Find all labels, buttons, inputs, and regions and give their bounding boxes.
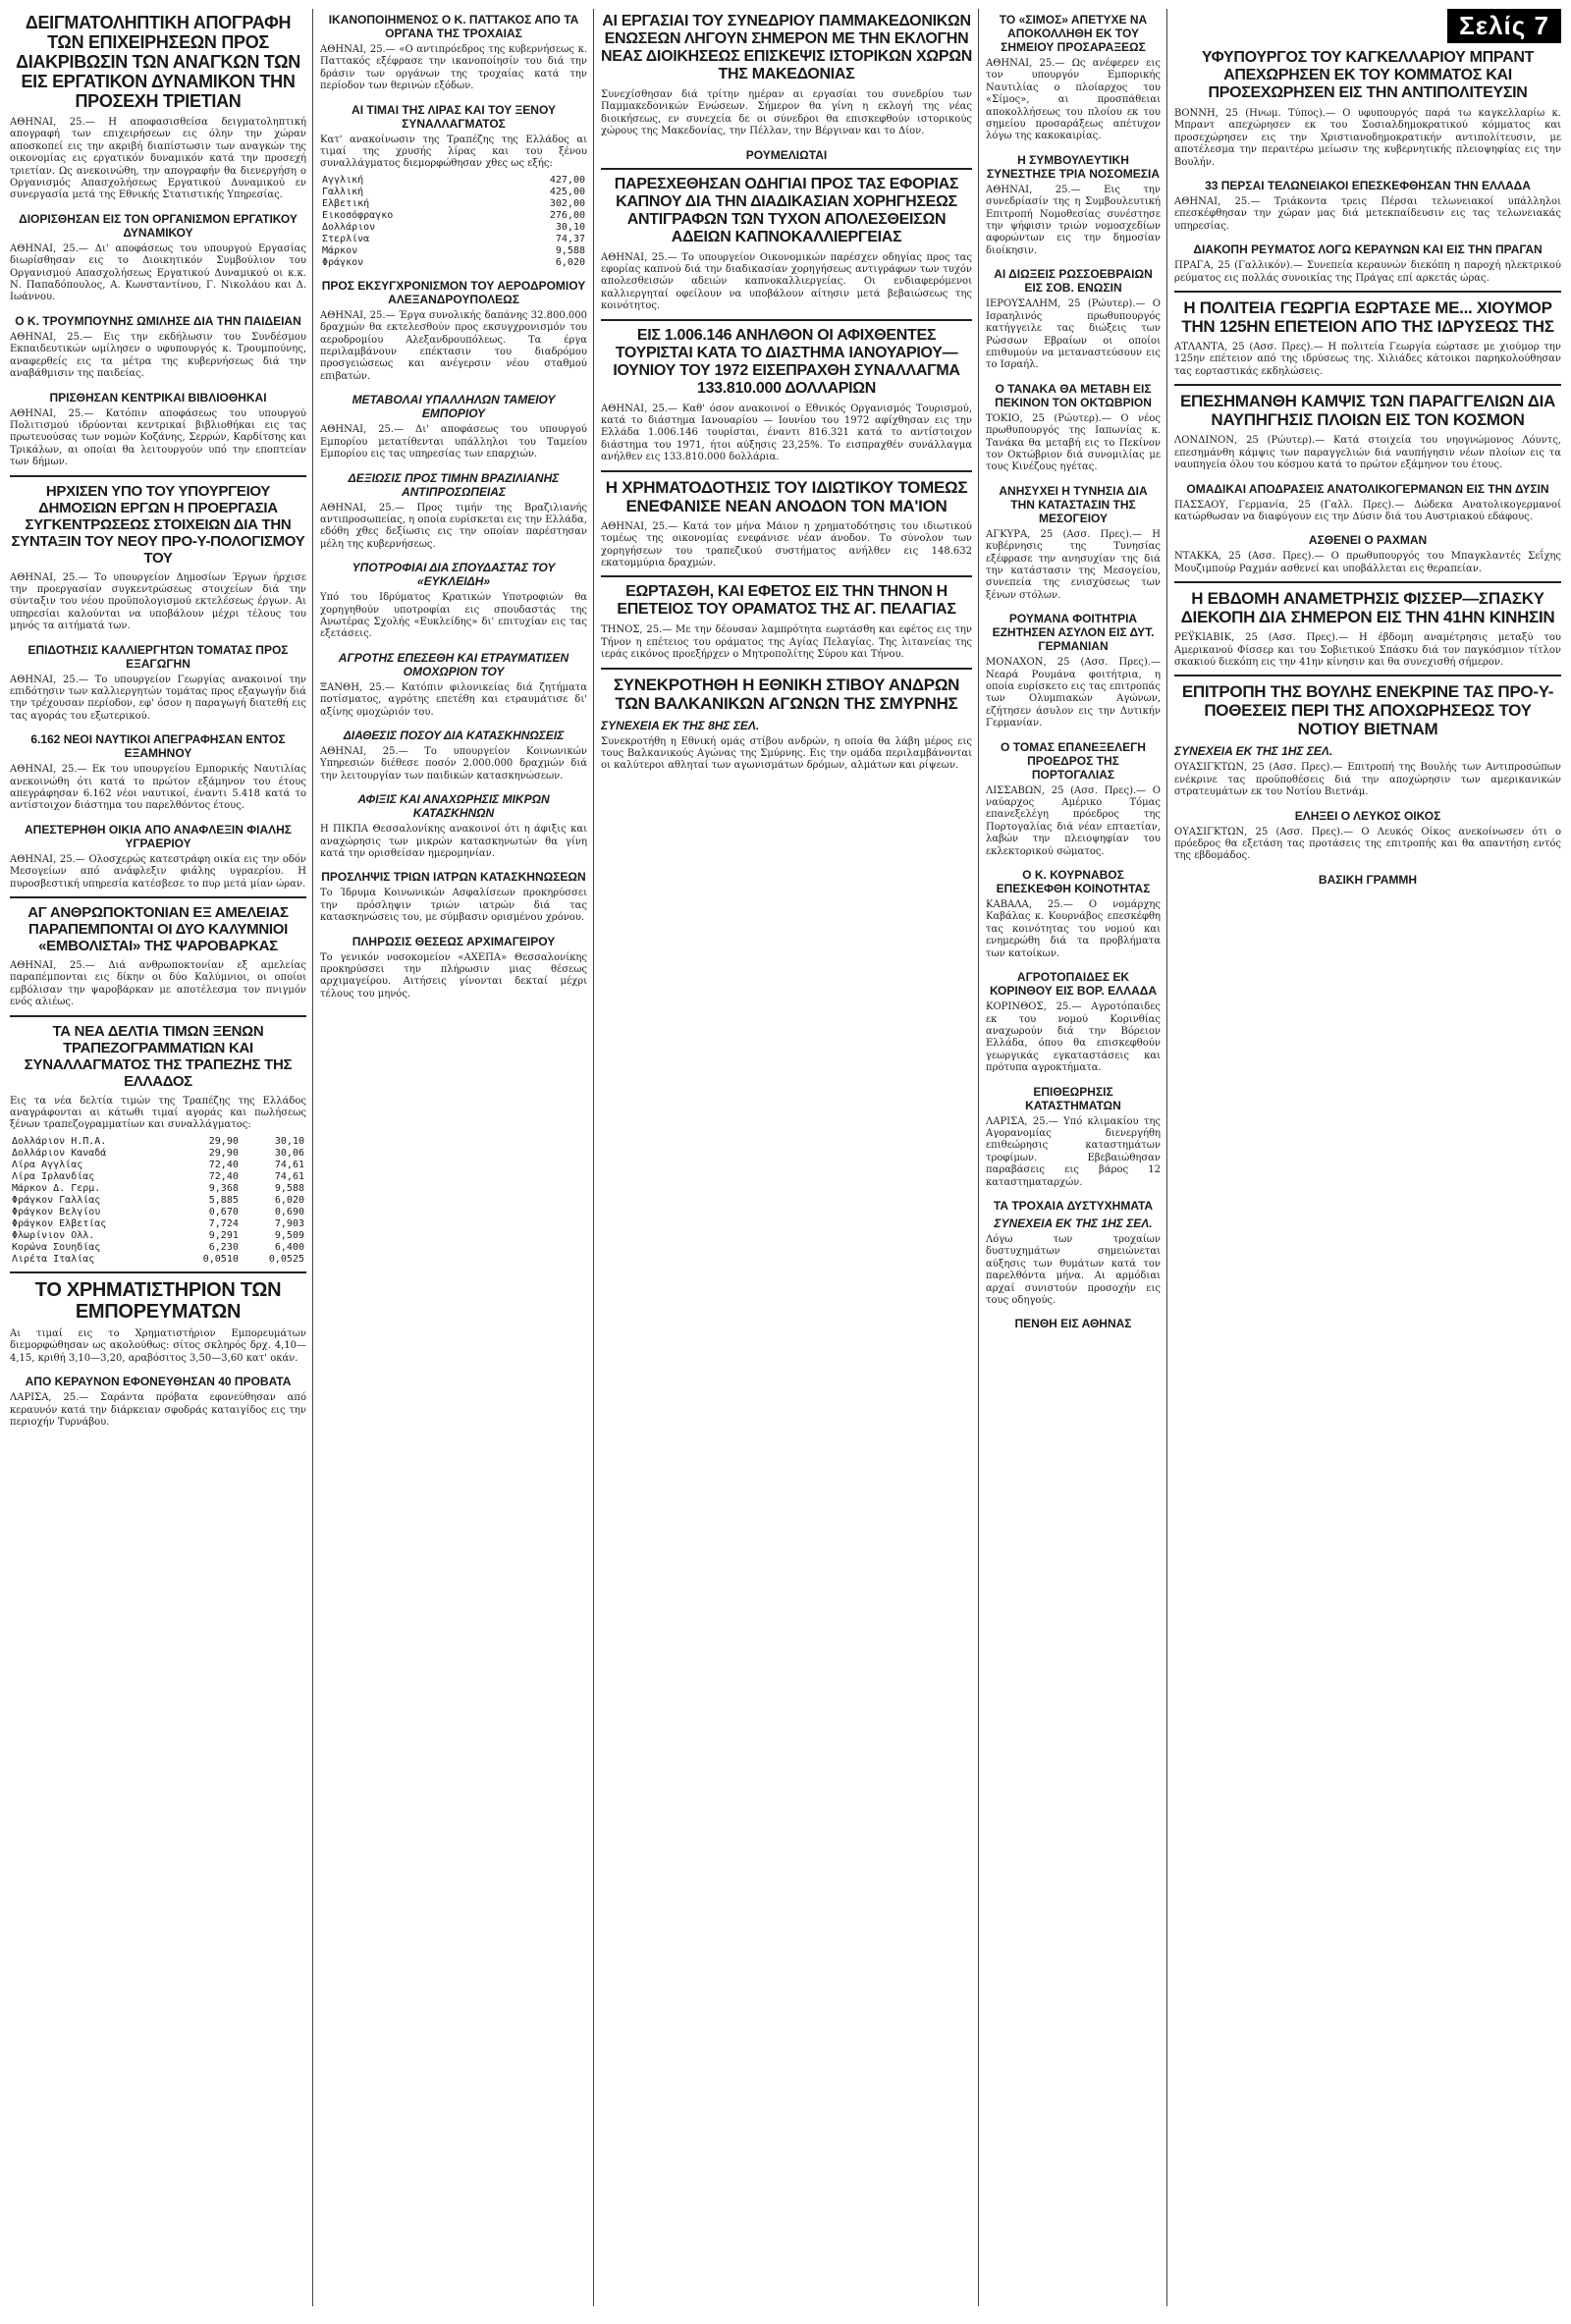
column-rule: [593, 9, 594, 2306]
article-body: ΑΘΗΝΑΙ, 25.— Κατόπιν αποφάσεως του υπουργού Πολιτισμού ιδρύονται κεντρικαί βιβλιοθήκαι εις τας πρωτευούσας των νομών Κοζάνης, Σερρών, Καρδίτσης και Τρικάλων, αι οποίαι θα λειτουργούν υπό την εποπτείαν των δήμων.: [10, 407, 306, 468]
dateline: ΠΕΝΘΗ ΕΙΣ ΑΘΗΝΑΣ: [1014, 1317, 1132, 1331]
divider: [1174, 291, 1561, 293]
article-headline: ΑΙ ΕΡΓΑΣΙΑΙ ΤΟΥ ΣΥΝΕΔΡΙΟΥ ΠΑΜΜΑΚΕΔΟΝΙΚΩΝ ΕΝΩΣΕΩΝ ΛΗΓΟΥΝ ΣΗΜΕΡΟΝ ΜΕ ΤΗΝ ΕΚΛΟΓΗΝ ΝΕΑΣ ΔΙΟΙΚΗΣΕΩΣ ΕΠΙΣΚΕΨΙΣ ΙΣΤΟΡΙΚΩΝ ΧΩΡΩΝ ΤΗΣ ΜΑΚΕΔΟΝΙΑΣ: [601, 13, 972, 82]
article-headline: ΕΛΗΞΕΙ Ο ΛΕΥΚΟΣ ΟΙΚΟΣ: [1294, 808, 1441, 823]
table-cell-value: 6,020: [555, 256, 585, 268]
article-headline: ΠΑΡΕΣΧΕΘΗΣΑΝ ΟΔΗΓΙΑΙ ΠΡΟΣ ΤΑΣ ΕΦΟΡΙΑΣ ΚΑΠΝΟΥ ΔΙΑ ΤΗΝ ΔΙΑΔΙΚΑΣΙΑΝ ΧΟΡΗΓΗΣΕΩΣ ΑΝΤΙΓΡΑΦΩΝ ΤΩΝ ΤΥΧΟΝ ΑΠΟΛΕΣΘΕΙΣΩΝ ΑΔΕΙΩΝ ΚΑΠΝΟΚΑΛΛΙΕΡΓΕΙΑΣ: [614, 175, 959, 245]
table-cell-label: Λίρα Αγγλίας: [12, 1159, 83, 1170]
article-headline: ΑΙ ΔΙΩΞΕΙΣ ΡΩΣΣΟΕΒΡΑΙΩΝ ΕΙΣ ΣΟΒ. ΕΝΩΣΙΝ: [994, 267, 1153, 296]
table-row: [10, 1242, 306, 1254]
divider: [10, 1015, 306, 1017]
divider: [10, 896, 306, 898]
table-cell-label: Στερλίνα: [322, 233, 370, 244]
table-cell-value: 6,020: [274, 1194, 304, 1206]
article-body: ΑΘΗΝΑΙ, 25.— Κατά τον μήνα Μάιον η χρηματοδότησις του ιδιωτικού τομέως της οικονομίας ενεφάνισε νέαν άνοδον. Το σύνολον των χορηγήσεων του τραπεζικού συστήματος ανήλθεν εις 148.632 εκατομμύρια δραχμών.: [601, 520, 972, 568]
divider: [10, 475, 306, 477]
newspaper-page: [10, 9, 1561, 2306]
article-headline: Η ΕΒΔΟΜΗ ΑΝΑΜΕΤΡΗΣΙΣ ΦΙΣΣΕΡ—ΣΠΑΣΚΥ ΔΙΕΚΟΠΗ ΔΙΑ ΣΗΜΕΡΟΝ ΕΙΣ ΤΗΝ 41ΗΝ ΚΙΝΗΣΙΝ: [1180, 589, 1555, 627]
table-cell-value: 74,37: [555, 233, 585, 244]
article-headline: ΟΜΑΔΙΚΑΙ ΑΠΟΔΡΑΣΕΙΣ ΑΝΑΤΟΛΙΚΟΓΕΡΜΑΝΩΝ ΕΙΣ ΤΗΝ ΔΥΣΙΝ: [1186, 481, 1549, 496]
article-body: ΝΤΑΚΚΑ, 25 (Ασσ. Πρες).— Ο πρωθυπουργός του Μπαγκλαντές Σεΐχης Μουζιμπούρ Ραχμάν ασθενεί και υποβάλλεται εις θεραπείαν.: [1174, 551, 1561, 574]
article-headline: ΗΡΧΙΣΕΝ ΥΠΟ ΤΟΥ ΥΠΟΥΡΓΕΙΟΥ ΔΗΜΟΣΙΩΝ ΕΡΓΩΝ Η ΠΡΟΕΡΓΑΣΙΑ ΣΥΓΚΕΝΤΡΩΣΕΩΣ ΣΤΟΙΧΕΙΩΝ ΔΙΑ ΤΗΝ ΣΥΝΤΑΞΙΝ ΤΟΥ ΝΕΟΥ ΠΡΟ-Υ-ΠΟΛΟΓΙΣΜΟΥ ΤΟΥ: [11, 482, 305, 567]
masthead: [1174, 9, 1561, 43]
article-headline: ΤΟ ΧΡΗΜΑΤΙΣΤΗΡΙΟΝ ΤΩΝ ΕΜΠΟΡΕΥΜΑΤΩΝ: [34, 1278, 282, 1323]
article-headline: ΑΝΗΣΥΧΕΙ Η ΤΥΝΗΣΙΑ ΔΙΑ ΤΗΝ ΚΑΤΑΣΤΑΣΙΝ ΤΗΣ ΜΕΣΟΓΕΙΟΥ: [999, 483, 1148, 525]
table-cell-value: 9,588: [555, 244, 585, 256]
article-body: ΑΘΗΝΑΙ, 25.— Τριάκοντα τρεις Πέρσαι τελωνειακοί υπάλληλοι επεσκέφθησαν την χώραν μας διά μετεκπαίδευσιν εις τας τελωνειακάς υπηρεσίας.: [1174, 196, 1561, 232]
table-cell-value: 74,61: [274, 1170, 304, 1182]
article-body: Υπό του Ιδρύματος Κρατικών Υποτροφιών θα χορηγηθούν υποτροφίαι εις σπουδαστάς της Ανωτέρας Σχολής «Ευκλείδης» δι' επιτυχίαν εις τας εξετάσεις.: [320, 592, 587, 640]
article-headline: ΕΠΕΣΗΜΑΝΘΗ ΚΑΜΨΙΣ ΤΩΝ ΠΑΡΑΓΓΕΛΙΩΝ ΔΙΑ ΝΑΥΠΗΓΗΣΙΣ ΠΛΟΙΩΝ ΕΙΣ ΤΟΝ ΚΟΣΜΟΝ: [1179, 392, 1556, 430]
article-body: ΛΙΣΣΑΒΩΝ, 25 (Ασσ. Πρες).— Ο ναύαρχος Αμέρικο Τόμας επανεξελέγη πρόεδρος της Πορτογαλίας διά νέαν επταετίαν, λαβών την πλειοψηφίαν του εκλεκτορικού σώματος.: [986, 784, 1161, 857]
dateline: ΡΟΥΜΕΛΙΩΤΑΙ: [745, 147, 828, 162]
continued-label: ΣΥΝΕΧΕΙΑ ΕΚ ΤΗΣ 8ΗΣ ΣΕΛ.: [601, 718, 760, 732]
table-row: [10, 1160, 306, 1171]
table-cell-value: 0,690: [274, 1206, 304, 1217]
article-body: ΑΘΗΝΑΙ, 25.— Το υπουργείον Κοινωνικών Υπηρεσιών διέθεσε ποσόν 2.000.000 δραχμών διά την λειτουργίαν των παιδικών κατασκηνώσεων.: [320, 745, 587, 782]
table-cell-value: 0,0525: [268, 1253, 304, 1265]
article-body: ΞΑΝΘΗ, 25.— Κατόπιν φιλονικείας διά ζητήματα ποτίσματος, αγρότης επετέθη και ετραυμάτισε δι' αξίνης ομοχώριόν του.: [320, 681, 587, 718]
article-headline: ΠΡΟΣΛΗΨΙΣ ΤΡΙΩΝ ΙΑΤΡΩΝ ΚΑΤΑΣΚΗΝΩΣΕΩΝ: [321, 870, 586, 885]
table-cell-value: 425,00: [549, 186, 585, 197]
table-cell-value: 30,10: [274, 1135, 304, 1147]
table-cell-value: 427,00: [549, 174, 585, 186]
table-cell-value: 30,10: [555, 221, 585, 233]
article-headline: Η ΣΥΜΒΟΥΛΕΥΤΙΚΗ ΣΥΝΕΣΤΗΣΕ ΤΡΙΑ ΝΟΣΟΜΕΣΙΑ: [986, 152, 1160, 181]
table-cell-value: 74,61: [274, 1159, 304, 1170]
column-4: [986, 9, 1161, 2306]
table-row: [320, 175, 587, 187]
article-headline: ΣΥΝΕΚΡΟΤΗΘΗ Η ΕΘΝΙΚΗ ΣΤΙΒΟΥ ΑΝΔΡΩΝ ΤΩΝ ΒΑΛΚΑΝΙΚΩΝ ΑΓΩΝΩΝ ΤΗΣ ΣΜΥΡΝΗΣ: [613, 675, 960, 713]
table-cell-label: Μάρκον Δ. Γερμ.: [12, 1182, 101, 1194]
article-body: ΑΘΗΝΑΙ, 25.— «Ο αντιπρόεδρος της κυβερνήσεως κ. Παττακός εξέφρασε την ικανοποίησίν του διά την δράσιν των οργάνων της τροχαίας κατά την περίοδον των θερινών εξόδων.: [320, 44, 587, 92]
table-row: [10, 1230, 306, 1242]
lead-headline: ΔΕΙΓΜΑΤΟΛΗΠΤΙΚΗ ΑΠΟΓΡΑΦΗ ΤΩΝ ΕΠΙΧΕΙΡΗΣΕΩΝ ΠΡΟΣ ΔΙΑΚΡΙΒΩΣΙΝ ΤΩΝ ΑΝΑΓΚΩΝ ΤΩΝ ΕΙΣ ΕΡΓΑΤΙΚΟΝ ΔΥΝΑΜΙΚΟΝ ΤΗΝ ΠΡΟΣΕΧΗ ΤΡΙΕΤΙΑΝ: [16, 13, 300, 111]
article-headline: ΠΛΗΡΩΣΙΣ ΘΕΣΕΩΣ ΑΡΧΙΜΑΓΕΙΡΟΥ: [352, 934, 556, 948]
table-row: [10, 1207, 306, 1218]
table-cell-value: 9,368: [208, 1182, 239, 1194]
article-headline: ΑΣΘΕΝΕΙ Ο ΡΑΧΜΑΝ: [1308, 533, 1428, 548]
table-row: [10, 1195, 306, 1207]
table-cell-value: 7,724: [208, 1217, 239, 1229]
article-body: ΑΘΗΝΑΙ, 25.— Το υπουργείον Οικονομικών παρέσχεν οδηγίας προς τας εφορίας καπνού διά την διαδικασίαν χορηγήσεως αντιγράφων των τυχόν απολεσθεισών αδειών καπνοκαλλιεργείας. Οι ενδιαφερόμενοι καλλιεργηταί οφείλουν να υποβάλουν αίτησιν μετά βεβαιώσεως της κοινότητος.: [601, 251, 972, 312]
article-body: ΒΟΝΝΗ, 25 (Ηνωμ. Τύπος).— Ο υφυπουργός παρά τω καγκελλαρίω κ. Μπραντ απεχώρησεν εκ του Σοσιαλδημοκρατικού κόμματος και προσεχώρησεν εις την Χριστιανοδημοκρατικήν αντιπολίτευσιν, με αποτέλεσμα την περαιτέρω μείωσιν της κυβερνητικής πλειοψηφίας εις την Βουλήν.: [1174, 108, 1561, 168]
divider: [601, 668, 972, 670]
table-cell-value: 0,670: [208, 1206, 239, 1217]
table-row: [10, 1148, 306, 1160]
divider: [1174, 384, 1561, 386]
divider: [10, 1271, 306, 1273]
table-row: [320, 245, 587, 257]
article-body: ΑΘΗΝΑΙ, 25.— Δι' αποφάσεως του υπουργού Εργασίας διωρίσθησαν εις το Διοικητικόν Συμβούλιον του Οργανισμού Απασχολήσεως Εργατικού Δυναμικού οι κ.κ. Ν. Παπαδόπουλος, Α. Κωνσταντίνου, Γ. Νικολάου και Δ. Ιωάννου.: [10, 243, 306, 303]
article-headline: ΤΑ ΝΕΑ ΔΕΛΤΙΑ ΤΙΜΩΝ ΞΕΝΩΝ ΤΡΑΠΕΖΟΓΡΑΜΜΑΤΙΩΝ ΚΑΙ ΣΥΝΑΛΛΑΓΜΑΤΟΣ ΤΗΣ ΤΡΑΠΕΖΗΣ ΤΗΣ ΕΛΛΑΔΟΣ: [24, 1022, 293, 1090]
table-row: [10, 1136, 306, 1148]
article-body: ΑΘΗΝΑΙ, 25.— Η αποφασισθείσα δειγματοληπτική απογραφή των επιχειρήσεων εις όλην την χώραν αποσκοπεί εις την ακριβή διαπίστωσιν των αναγκών της οικονομίας εις εργατικόν δυναμικόν κατά την προσεχή τριετίαν. Ως ανεκοινώθη, την απογραφήν θα διενεργήση ο Οργανισμός Απασχολήσεως Εργατικού Δυναμικού εν συνεργασία μετά της Εθνικής Στατιστικής Υπηρεσίας.: [10, 117, 306, 201]
article-body: Η ΠΙΚΠΑ Θεσσαλονίκης ανακοινοί ότι η άφιξις και αναχώρησις των μικρών κατασκηνωτών θα γίνη κατά την ορισθείσαν ημερομηνίαν.: [320, 824, 587, 859]
column-5: [1174, 9, 1561, 2306]
article-headline: ΒΑΣΙΚΗ ΓΡΑΜΜΗ: [1318, 872, 1418, 887]
article-headline: ΕΠΙΤΡΟΠΗ ΤΗΣ ΒΟΥΛΗΣ ΕΝΕΚΡΙΝΕ ΤΑΣ ΠΡΟ-Υ-ΠΟΘΕΣΕΙΣ ΠΕΡΙ ΤΗΣ ΑΠΟΧΩΡΗΣΕΩΣ ΤΟΥ ΝΟΤΙΟΥ ΒΙΕΤΝΑΜ: [1181, 682, 1554, 739]
article-body: ΑΘΗΝΑΙ, 25.— Προς τιμήν της Βραζιλιανής αντιπροσωπείας, η οποία ευρίσκεται εις την Ελλάδα, εδόθη χθες δεξίωσις εις την οποίαν παρέστησαν μέλη της κυβερνήσεως.: [320, 502, 587, 550]
table-cell-label: Φράγκον Ελβετίας: [12, 1217, 107, 1229]
article-body: ΑΘΗΝΑΙ, 25.— Έργα συνολικής δαπάνης 32.800.000 δραχμών θα εκτελεσθούν προς εκσυγχρονισμόν του αεροδρομίου Αλεξανδρουπόλεως. Τα έργα περιλαμβάνουν επέκτασιν του διαδρόμου προσγειώσεως και ανέγερσιν νέου σταθμού επιβατών.: [320, 309, 587, 382]
article-body: ΑΘΗΝΑΙ, 25.— Καθ' όσον ανακοινοί ο Εθνικός Οργανισμός Τουρισμού, κατά το διάστημα Ιανουαρίου — Ιουνίου του 1972 αφίχθησαν εις την Ελλάδα 1.006.146 τουρίσται, έναντι 816.321 κατά το αντίστοιχον διάστημα του 1971, ήτοι αύξησις 23,25%. Το εισπραχθέν συνάλλαγμα ανήλθεν εις 133.810.000 δολλάρια.: [601, 403, 972, 463]
table-cell-label: Λίρα Ιρλανδίας: [12, 1170, 95, 1182]
table-cell-label: Ελβετική: [322, 197, 370, 209]
table-row: [320, 187, 587, 198]
article-body: ΟΥΑΣΙΓΚΤΩΝ, 25 (Ασσ. Πρες).— Ο Λευκός Οίκος ανεκοίνωσεν ότι ο πρόεδρος θα εξετάση τας προτάσεις της επιτροπής και θα απαντήση εντός της εβδομάδος.: [1174, 826, 1561, 862]
table-row: [320, 234, 587, 245]
divider: [1174, 675, 1561, 676]
divider: [601, 319, 972, 321]
article-body: Εις τα νέα δελτία τιμών της Τραπέζης της Ελλάδος αναγράφονται αι κάτωθι τιμαί αγοράς και πωλήσεως ξένων τραπεζογραμματίων και συναλλάγματος:: [10, 1095, 306, 1131]
column-3: [601, 9, 972, 2306]
table-cell-value: 302,00: [549, 197, 585, 209]
table-cell-label: Γαλλική: [322, 186, 364, 197]
column-rule: [312, 9, 313, 2306]
article-body: ΑΘΗΝΑΙ, 25.— Εκ του υπουργείου Εμπορικής Ναυτιλίας ανεκοινώθη ότι κατά το πρώτον εξάμηνον του έτους απεγράφησαν 6.162 νέοι ναυτικοί, έναντι 5.418 κατά το αντίστοιχον διάστημα του παρελθόντος έτους.: [10, 764, 306, 812]
table-cell-value: 9,588: [274, 1182, 304, 1194]
article-headline: ΑΠΟ ΚΕΡΑΥΝΟΝ ΕΦΟΝΕΥΘΗΣΑΝ 40 ΠΡΟΒΑΤΑ: [25, 1375, 292, 1389]
article-headline: ΥΦΥΠΟΥΡΓΟΣ ΤΟΥ ΚΑΓΚΕΛΛΑΡΙΟΥ ΜΠΡΑΝΤ ΑΠΕΧΩΡΗΣΕΝ ΕΚ ΤΟΥ ΚΟΜΜΑΤΟΣ ΚΑΙ ΠΡΟΣΕΧΩΡΗΣΕΝ ΕΙΣ ΤΗΝ ΑΝΤΙΠΟΛΙΤΕΥΣΙΝ: [1201, 49, 1535, 101]
article-headline: ΜΕΤΑΒΟΛΑΙ ΥΠΑΛΛΗΛΩΝ ΤΑΜΕΙΟΥ ΕΜΠΟΡΙΟΥ: [352, 393, 556, 421]
article-headline: ΑΓ ΑΝΘΡΩΠΟΚΤΟΝΙΑΝ ΕΞ ΑΜΕΛΕΙΑΣ ΠΑΡΑΠΕΜΠΟΝΤΑΙ ΟΙ ΔΥΟ ΚΑΛΥΜΝΙΟΙ «ΕΜΒΟΛΙΣΤΑΙ» ΤΗΣ ΨΑΡΟΒΑΡΚΑΣ: [27, 904, 289, 955]
table-cell-label: Φράγκον Γαλλίας: [12, 1194, 101, 1206]
table-row: [320, 210, 587, 222]
article-body: Το Ίδρυμα Κοινωνικών Ασφαλίσεων προκηρύσσει την πρόσληψιν τριών ιατρών διά τας κατασκηνώσεις του, με σύμβασιν ορισμένου χρόνου.: [320, 888, 587, 924]
table-cell-label: Δολλάριον Η.Π.Α.: [12, 1135, 107, 1147]
article-headline: ΑΙ ΤΙΜΑΙ ΤΗΣ ΛΙΡΑΣ ΚΑΙ ΤΟΥ ΞΕΝΟΥ ΣΥΝΑΛΛΑΓΜΑΤΟΣ: [352, 102, 556, 131]
article-body: ΚΑΒΑΛΑ, 25.— Ο νομάρχης Καβάλας κ. Κουρνάβος επεσκέφθη τας κοινότητας του νομού και ενημερώθη διά τα προβλήματα των κατοίκων.: [986, 899, 1161, 959]
table-row: [320, 222, 587, 234]
table-cell-value: 276,00: [549, 209, 585, 221]
article-headline: Ο ΤΟΜΑΣ ΕΠΑΝΕΞΕΛΕΓΗ ΠΡΟΕΔΡΟΣ ΤΗΣ ΠΟΡΤΟΓΑΛΙΑΣ: [1001, 739, 1146, 782]
table-cell-value: 5,885: [208, 1194, 239, 1206]
article-headline: ΠΡΙΣΘΗΣΑΝ ΚΕΝΤΡΙΚΑΙ ΒΙΒΛΙΟΘΗΚΑΙ: [49, 390, 267, 405]
article-body: ΚΟΡΙΝΘΟΣ, 25.— Αγροτόπαιδες εκ του νομού Κορινθίας αναχωρούν διά την Βόρειον Ελλάδα, όπου θα επισκεφθούν γεωργικάς εγκαταστάσεις και πρότυπα αγροκτήματα.: [986, 1001, 1161, 1074]
article-body: ΑΘΗΝΑΙ, 25.— Το υπουργείον Γεωργίας ανακοινοί την επιδότησιν των καλλιεργητών τομάτας προς εξαγωγήν διά την τρέχουσαν περίοδον, εφ' όσον η παραγωγή διατεθή εις τας αγοράς του εξωτερικού.: [10, 674, 306, 722]
divider: [601, 470, 972, 472]
column-rule: [1166, 9, 1167, 2306]
article-body: ΛΑΡΙΣΑ, 25.— Σαράντα πρόβατα εφονεύθησαν από κεραυνόν κατά την διάρκειαν σφοδράς καταιγίδος εις την περιοχήν Τυρνάβου.: [10, 1392, 306, 1428]
column-2: [320, 9, 587, 2306]
table-row: [320, 198, 587, 210]
article-body: Κατ' ανακοίνωσιν της Τραπέζης της Ελλάδος αι τιμαί της χρυσής λίρας και του ξένου συναλλάγματος διεμορφώθησαν χθες ως εξής:: [320, 134, 587, 170]
article-headline: ΕΙΣ 1.006.146 ΑΝΗΛΘΟΝ ΟΙ ΑΦΙΧΘΕΝΤΕΣ ΤΟΥΡΙΣΤΑΙ ΚΑΤΑ ΤΟ ΔΙΑΣΤΗΜΑ ΙΑΝΟΥΑΡΙΟΥ—ΙΟΥΝΙΟΥ ΤΟΥ 1972 ΕΙΣΕΠΡΑΧΘΗ ΣΥΝΑΛΛΑΓΜΑ 133.810.000 ΔΟΛΛΑΡΙΩΝ: [613, 326, 960, 397]
article-body: ΠΑΣΣΑΟΥ, Γερμανία, 25 (Γαλλ. Πρες).— Δώδεκα Ανατολικογερμανοί κατώρθωσαν να διαφύγουν εις την Δύσιν διά του Αυστριακού εδάφους.: [1174, 499, 1561, 522]
article-headline: ΔΕΞΙΩΣΙΣ ΠΡΟΣ ΤΙΜΗΝ ΒΡΑΖΙΛΙΑΝΗΣ ΑΝΤΙΠΡΟΣΩΠΕΙΑΣ: [348, 470, 560, 499]
article-headline: ΥΠΟΤΡΟΦΙΑΙ ΔΙΑ ΣΠΟΥΔΑΣΤΑΣ ΤΟΥ «ΕΥΚΛΕΙΔΗ»: [352, 561, 556, 589]
table-cell-value: 9,291: [208, 1229, 239, 1241]
article-body: ΑΤΛΑΝΤΑ, 25 (Ασσ. Πρες).— Η πολιτεία Γεωργία εώρτασε με χιούμορ την 125ην επέτειον από της ιδρύσεως της. Χιλιάδες κάτοικοι παρηκολούθησαν τας εορταστικάς εκδηλώσεις.: [1174, 342, 1561, 377]
article-headline: ΕΠΙΘΕΩΡΗΣΙΣ ΚΑΤΑΣΤΗΜΑΤΩΝ: [1025, 1084, 1121, 1112]
table-cell-value: 6,400: [274, 1241, 304, 1253]
table-cell-label: Εικοσόφραγκο: [322, 209, 394, 221]
article-body: Αι τιμαί εις το Χρηματιστήριον Εμπορευμάτων διεμορφώθησαν ως ακολούθως: σίτος σκληρός δρχ. 4,10—4,15, κριθή 3,10—3,20, αραβόσιτος 3,50—3,60 κατ' οκάν.: [10, 1327, 306, 1364]
continued-label: ΣΥΝΕΧΕΙΑ ΕΚ ΤΗΣ 1ΗΣ ΣΕΛ.: [1174, 744, 1333, 759]
article-body: ΑΓΚΥΡΑ, 25 (Ασσ. Πρες).— Η κυβέρνησις της Τυνησίας εξέφρασε την ανησυχίαν της διά την κατάστασιν της Μεσογείου, συνεπεία της ενισχύσεως των ξένων στόλων.: [986, 528, 1161, 601]
article-headline: ΑΓΡΟΤΟΠΑΙΔΕΣ ΕΚ ΚΟΡΙΝΘΟΥ ΕΙΣ ΒΟΡ. ΕΛΛΑΔΑ: [989, 970, 1158, 999]
article-body: ΜΟΝΑΧΟΝ, 25 (Ασσ. Πρες).— Νεαρά Ρουμάνα φοιτήτρια, η οποία ευρίσκετο εις τας επιτροπάς των Ολυμπιακών Αγώνων, εζήτησεν άσυλον εις την Δυτικήν Γερμανίαν.: [986, 657, 1161, 730]
table-cell-value: 0,0510: [202, 1253, 239, 1265]
article-headline: ΙΚΑΝΟΠΟΙΗΜΕΝΟΣ Ο Κ. ΠΑΤΤΑΚΟΣ ΑΠΟ ΤΑ ΟΡΓΑΝΑ ΤΗΣ ΤΡΟΧΑΙΑΣ: [328, 13, 579, 40]
table-cell-label: Κορώνα Σουηδίας: [12, 1241, 101, 1253]
table-cell-label: Δολλάριον Καναδά: [12, 1147, 107, 1159]
article-headline: ΔΙΑΘΕΣΙΣ ΠΟΣΟΥ ΔΙΑ ΚΑΤΑΣΚΗΝΩΣΕΙΣ: [343, 728, 565, 742]
table-cell-value: 29,90: [208, 1147, 239, 1159]
article-headline: Η ΧΡΗΜΑΤΟΔΟΤΗΣΙΣ ΤΟΥ ΙΔΙΩΤΙΚΟΥ ΤΟΜΕΩΣ ΕΝΕΦΑΝΙΣΕ ΝΕΑΝ ΑΝΟΔΟΝ ΤΟΝ ΜΑ'ΙΟΝ: [605, 477, 968, 515]
gold-price-table: [320, 175, 587, 269]
article-body: Συνεκροτήθη η Εθνική ομάς στίβου ανδρών, η οποία θα λάβη μέρος εις τους Βαλκανικούς Αγώνας της Σμύρνης. Εις την ομάδα περιλαμβάνονται οι καλύτεροι αθληταί των αγωνισμάτων δρόμων, αλμάτων και ρίψεων.: [601, 735, 972, 772]
article-headline: ΑΓΡΟΤΗΣ ΕΠΕΣΕΘΗ ΚΑΙ ΕΤΡΑΥΜΑΤΙΣΕΝ ΟΜΟΧΩΡΙΟΝ ΤΟΥ: [338, 650, 569, 678]
continued-label: ΣΥΝΕΧΕΙΑ ΕΚ ΤΗΣ 1ΗΣ ΣΕΛ.: [994, 1216, 1153, 1230]
article-body: ΡΕΫΚΙΑΒΙΚ, 25 (Ασσ. Πρες).— Η έβδομη αναμέτρησις μεταξύ του Αμερικανού Φίσσερ και του Σοβιετικού Σπάσκυ διά τον παγκόσμιον τίτλον σκακιού διεκόπη εις την 41ην κίνησιν και θα συνεχισθή σήμερον.: [1174, 632, 1561, 668]
table-cell-label: Φλωρίνιον Ολλ.: [12, 1229, 95, 1241]
table-cell-label: Δολλάριον: [322, 221, 376, 233]
table-cell-value: 6,230: [208, 1241, 239, 1253]
table-cell-value: 72,40: [208, 1170, 239, 1182]
article-headline: ΔΙΑΚΟΠΗ ΡΕΥΜΑΤΟΣ ΛΟΓΩ ΚΕΡΑΥΝΩΝ ΚΑΙ ΕΙΣ ΤΗΝ ΠΡΑΓΑΝ: [1193, 243, 1543, 257]
divider: [601, 575, 972, 577]
article-headline: Ο Κ. ΤΡΟΥΜΠΟΥΝΗΣ ΩΜΙΛΗΣΕ ΔΙΑ ΤΗΝ ΠΑΙΔΕΙΑΝ: [15, 313, 301, 328]
table-cell-value: 72,40: [208, 1159, 239, 1170]
article-headline: ΤΑ ΤΡΟΧΑΙΑ ΔΥΣΤΥΧΗΜΑΤΑ: [993, 1198, 1154, 1213]
article-headline: ΡΟΥΜΑΝΑ ΦΟΙΤΗΤΡΙΑ ΕΖΗΤΗΣΕΝ ΑΣΥΛΟΝ ΕΙΣ ΔΥΤ. ΓΕΡΜΑΝΙΑΝ: [992, 612, 1155, 654]
table-row: [10, 1171, 306, 1183]
article-body: ΑΘΗΝΑΙ, 25.— Εις την εκδήλωσιν του Συνδέσμου Εκπαιδευτικών ωμίλησεν ο υφυπουργός κ. Τρουμπούνης, αναφερθείς εις τα μέτρα της κυβερνήσεως διά την αναβάθμισιν της παιδείας.: [10, 331, 306, 380]
article-body: ΑΘΗΝΑΙ, 25.— Ως ανέφερεν εις τον υπουργόν Εμπορικής Ναυτιλίας ο πλοίαρχος του «Σίμος», αι προσπάθειαι αποκολλήσεως του πλοίου εκ του σημείου προσαράξεως απέτυχον λόγω της κακοκαιρίας.: [986, 58, 1161, 142]
article-headline: ΔΙΟΡΙΣΘΗΣΑΝ ΕΙΣ ΤΟΝ ΟΡΓΑΝΙΣΜΟΝ ΕΡΓΑΤΙΚΟΥ ΔΥΝΑΜΙΚΟΥ: [19, 211, 298, 240]
article-body: ΤΟΚΙΟ, 25 (Ρώυτερ).— Ο νέος πρωθυπουργός της Ιαπωνίας κ. Τανάκα θα μεταβή εις το Πεκίνον τον Οκτώβριον διά συνομιλίας με τους Κινέζους ηγέτας.: [986, 412, 1161, 473]
article-headline: 6.162 ΝΕΟΙ ΝΑΥΤΙΚΟΙ ΑΠΕΓΡΑΦΗΣΑΝ ΕΝΤΟΣ ΕΞΑΜΗΝΟΥ: [30, 732, 286, 761]
article-body: ΤΗΝΟΣ, 25.— Με την δέουσαν λαμπρότητα εωρτάσθη και εφέτος εις την Τήνον η επέτειος του οράματος της Αγίας Πελαγίας. Της λιτανείας της ιεράς εικόνος προεξήρχεν ο Μητροπολίτης Σύρου και Τήνου.: [601, 624, 972, 661]
article-body: ΑΘΗΝΑΙ, 25.— Το υπουργείον Δημοσίων Έργων ήρχισε την προεργασίαν συγκεντρώσεως στοιχείων διά την σύνταξιν του νέου προϋπολογισμού εκτελέσεως έργων. Αι υπηρεσίαι καλούνται να υποβάλουν μέχρι τέλους του μηνός τα αιτήματά των.: [10, 571, 306, 632]
article-body: Συνεχίσθησαν διά τρίτην ημέραν αι εργασίαι του συνεδρίου των Παμμακεδονικών Ενώσεων. Σήμερον θα γίνη η εκλογή της νέας διοικήσεως, εν συνεχεία δε οι σύνεδροι θα επισκεφθούν ιστορικούς χώρους της Μακεδονίας, την Πέλλαν, την Βέργιναν και το Δίον.: [601, 89, 972, 137]
article-body: ΑΘΗΝΑΙ, 25.— Διά ανθρωποκτονίαν εξ αμελείας παραπέμπονται εις δίκην οι δύο Καλύμνιοι, οι οποίοι εμβόλισαν την ψαροβάρκαν με αποτέλεσμα τον πνιγμόν ενός αλιέως.: [10, 960, 306, 1008]
article-body: ΛΑΡΙΣΑ, 25.— Υπό κλιμακίου της Αγορανομίας διενεργήθη επιθεώρησις καταστημάτων τροφίμων. Εβεβαιώθησαν παραβάσεις εις βάρος 12 καταστηματαρχών.: [986, 1115, 1161, 1188]
table-cell-label: Λιρέτα Ιταλίας: [12, 1253, 95, 1265]
article-headline: Ο Κ. ΚΟΥΡΝΑΒΟΣ ΕΠΕΣΚΕΦΘΗ ΚΟΙΝΟΤΗΤΑΣ: [996, 868, 1151, 896]
article-body: ΑΘΗΝΑΙ, 25.— Δι' αποφάσεως του υπουργού Εμπορίου μετατίθενται υπάλληλοι του Ταμείου Εμπορίου εις τας υπηρεσίας των επαρχιών.: [320, 424, 587, 460]
table-cell-label: Αγγλική: [322, 174, 364, 186]
article-headline: ΕΠΙΔΟΤΗΣΙΣ ΚΑΛΛΙΕΡΓΗΤΩΝ ΤΟΜΑΤΑΣ ΠΡΟΣ ΕΞΑΓΩΓΗΝ: [27, 642, 289, 671]
table-row: [10, 1254, 306, 1266]
table-cell-label: Φράγκον Βελγίου: [12, 1206, 101, 1217]
table-row: [10, 1183, 306, 1195]
table-row: [320, 257, 587, 269]
article-body: Λόγω των τροχαίων δυστυχημάτων σημειώνεται αύξησις των θυμάτων κατά τον παρελθόντα μήνα. Αι αρμόδιαι αρχαί συνιστούν προσοχήν εις τους οδηγούς.: [986, 1233, 1161, 1306]
table-cell-label: Φράγκον: [322, 256, 364, 268]
article-headline: Ο ΤΑΝΑΚΑ ΘΑ ΜΕΤΑΒΗ ΕΙΣ ΠΕΚΙΝΟΝ ΤΟΝ ΟΚΤΩΒΡΙΟΝ: [995, 381, 1152, 409]
article-headline: Η ΠΟΛΙΤΕΙΑ ΓΕΩΡΓΙΑ ΕΩΡΤΑΣΕ ΜΕ... ΧΙΟΥΜΟΡ ΤΗΝ 125ΗΝ ΕΠΕΤΕΙΟΝ ΑΠΟ ΤΗΣ ΙΔΡΥΣΕΩΣ ΤΗΣ: [1181, 298, 1554, 337]
section-logo: Σελίς 7: [1447, 9, 1561, 43]
article-headline: 33 ΠΕΡΣΑΙ ΤΕΛΩΝΕΙΑΚΟΙ ΕΠΕΣΚΕΦΘΗΣΑΝ ΤΗΝ ΕΛΛΑΔΑ: [1205, 179, 1531, 193]
article-body: ΑΘΗΝΑΙ, 25.— Εις την συνεδρίασίν της η Συμβουλευτική Επιτροπή Νομοθεσίας συνέστησε την ψήφισιν τριών νομοσχεδίων αφορώντων εις την δημοσίαν διοίκησιν.: [986, 184, 1161, 256]
article-headline: ΕΩΡΤΑΣΘΗ, ΚΑΙ ΕΦΕΤΟΣ ΕΙΣ ΤΗΝ ΤΗΝΟΝ Η ΕΠΕΤΕΙΟΣ ΤΟΥ ΟΡΑΜΑΤΟΣ ΤΗΣ ΑΓ. ΠΕΛΑΓΙΑΣ: [617, 583, 956, 619]
table-cell-value: 7,903: [274, 1217, 304, 1229]
article-headline: ΠΡΟΣ ΕΚΣΥΓΧΡΟΝΙΣΜΟΝ ΤΟΥ ΑΕΡΟΔΡΟΜΙΟΥ ΑΛΕΞΑΝΔΡΟΥΠΟΛΕΩΣ: [321, 278, 586, 306]
article-body: ΑΘΗΝΑΙ, 25.— Ολοσχερώς κατεστράφη οικία εις την οδόν Μεσογείων από ανάφλεξιν φιάλης υγραερίου. Η πυροσβεστική υπηρεσία κατέσβεσε το πυρ μετά μίαν ώραν.: [10, 853, 306, 890]
exchange-rates-table: [10, 1136, 306, 1266]
article-body: ΟΥΑΣΙΓΚΤΩΝ, 25 (Ασσ. Πρες).— Επιτροπή της Βουλής των Αντιπροσώπων ενέκρινε τας προϋποθέσεις διά την αποχώρησιν των αμερικανικών στρατευμάτων εκ του Νοτίου Βιετνάμ.: [1174, 762, 1561, 798]
article-headline: ΑΦΙΞΙΣ ΚΑΙ ΑΝΑΧΩΡΗΣΙΣ ΜΙΚΡΩΝ ΚΑΤΑΣΚΗΝΩΝ: [357, 792, 550, 821]
divider: [601, 168, 972, 170]
table-cell-value: 29,90: [208, 1135, 239, 1147]
table-cell-value: 30,06: [274, 1147, 304, 1159]
article-headline: ΤΟ «ΣΙΜΟΣ» ΑΠΕΤΥΧΕ ΝΑ ΑΠΟΚΟΛΛΗΘΗ ΕΚ ΤΟΥ ΣΗΜΕΙΟΥ ΠΡΟΣΑΡΑΞΕΩΣ: [999, 13, 1148, 54]
article-body: Το γενικόν νοσοκομείον «ΑΧΕΠΑ» Θεσσαλονίκης προκηρύσσει την πλήρωσιν μιας θέσεως αρχιμαγείρου. Αιτήσεις γίνονται δεκταί μέχρι τέλους του μηνός.: [320, 951, 587, 1000]
article-headline: ΑΠΕΣΤΕΡΗΘΗ ΟΙΚΙΑ ΑΠΟ ΑΝΑΦΛΕΞΙΝ ΦΙΑΛΗΣ ΥΓΡΑΕΡΙΟΥ: [25, 822, 292, 850]
column-1: [10, 9, 306, 2306]
table-cell-value: 9,509: [274, 1229, 304, 1241]
column-rule: [978, 9, 979, 2306]
table-row: [10, 1218, 306, 1230]
article-body: ΛΟΝΔΙΝΟΝ, 25 (Ρώυτερ).— Κατά στοιχεία του νηογνώμονος Λόυντς, επεσημάνθη κάμψις των παραγγελιών διά ναυπήγησιν νέων πλοίων εις τα ναυπηγεία όλου του κόσμου κατά το πρώτον εξάμηνον του έτους.: [1174, 435, 1561, 471]
table-cell-label: Μάρκον: [322, 244, 358, 256]
article-body: ΠΡΑΓΑ, 25 (Γαλλικόν).— Συνεπεία κεραυνών διεκόπη η παροχή ηλεκτρικού ρεύματος εις πολλάς συνοικίας της Πράγας επί αρκετάς ώρας.: [1174, 260, 1561, 284]
article-body: ΙΕΡΟΥΣΑΛΗΜ, 25 (Ρώυτερ).— Ο Ισραηλινός πρωθυπουργός κατήγγειλε τας διώξεις των Ρώσσων Εβραίων οι οποίοι επιθυμούν να μεταναστεύσουν εις το Ισραήλ.: [986, 298, 1161, 371]
divider: [1174, 581, 1561, 583]
